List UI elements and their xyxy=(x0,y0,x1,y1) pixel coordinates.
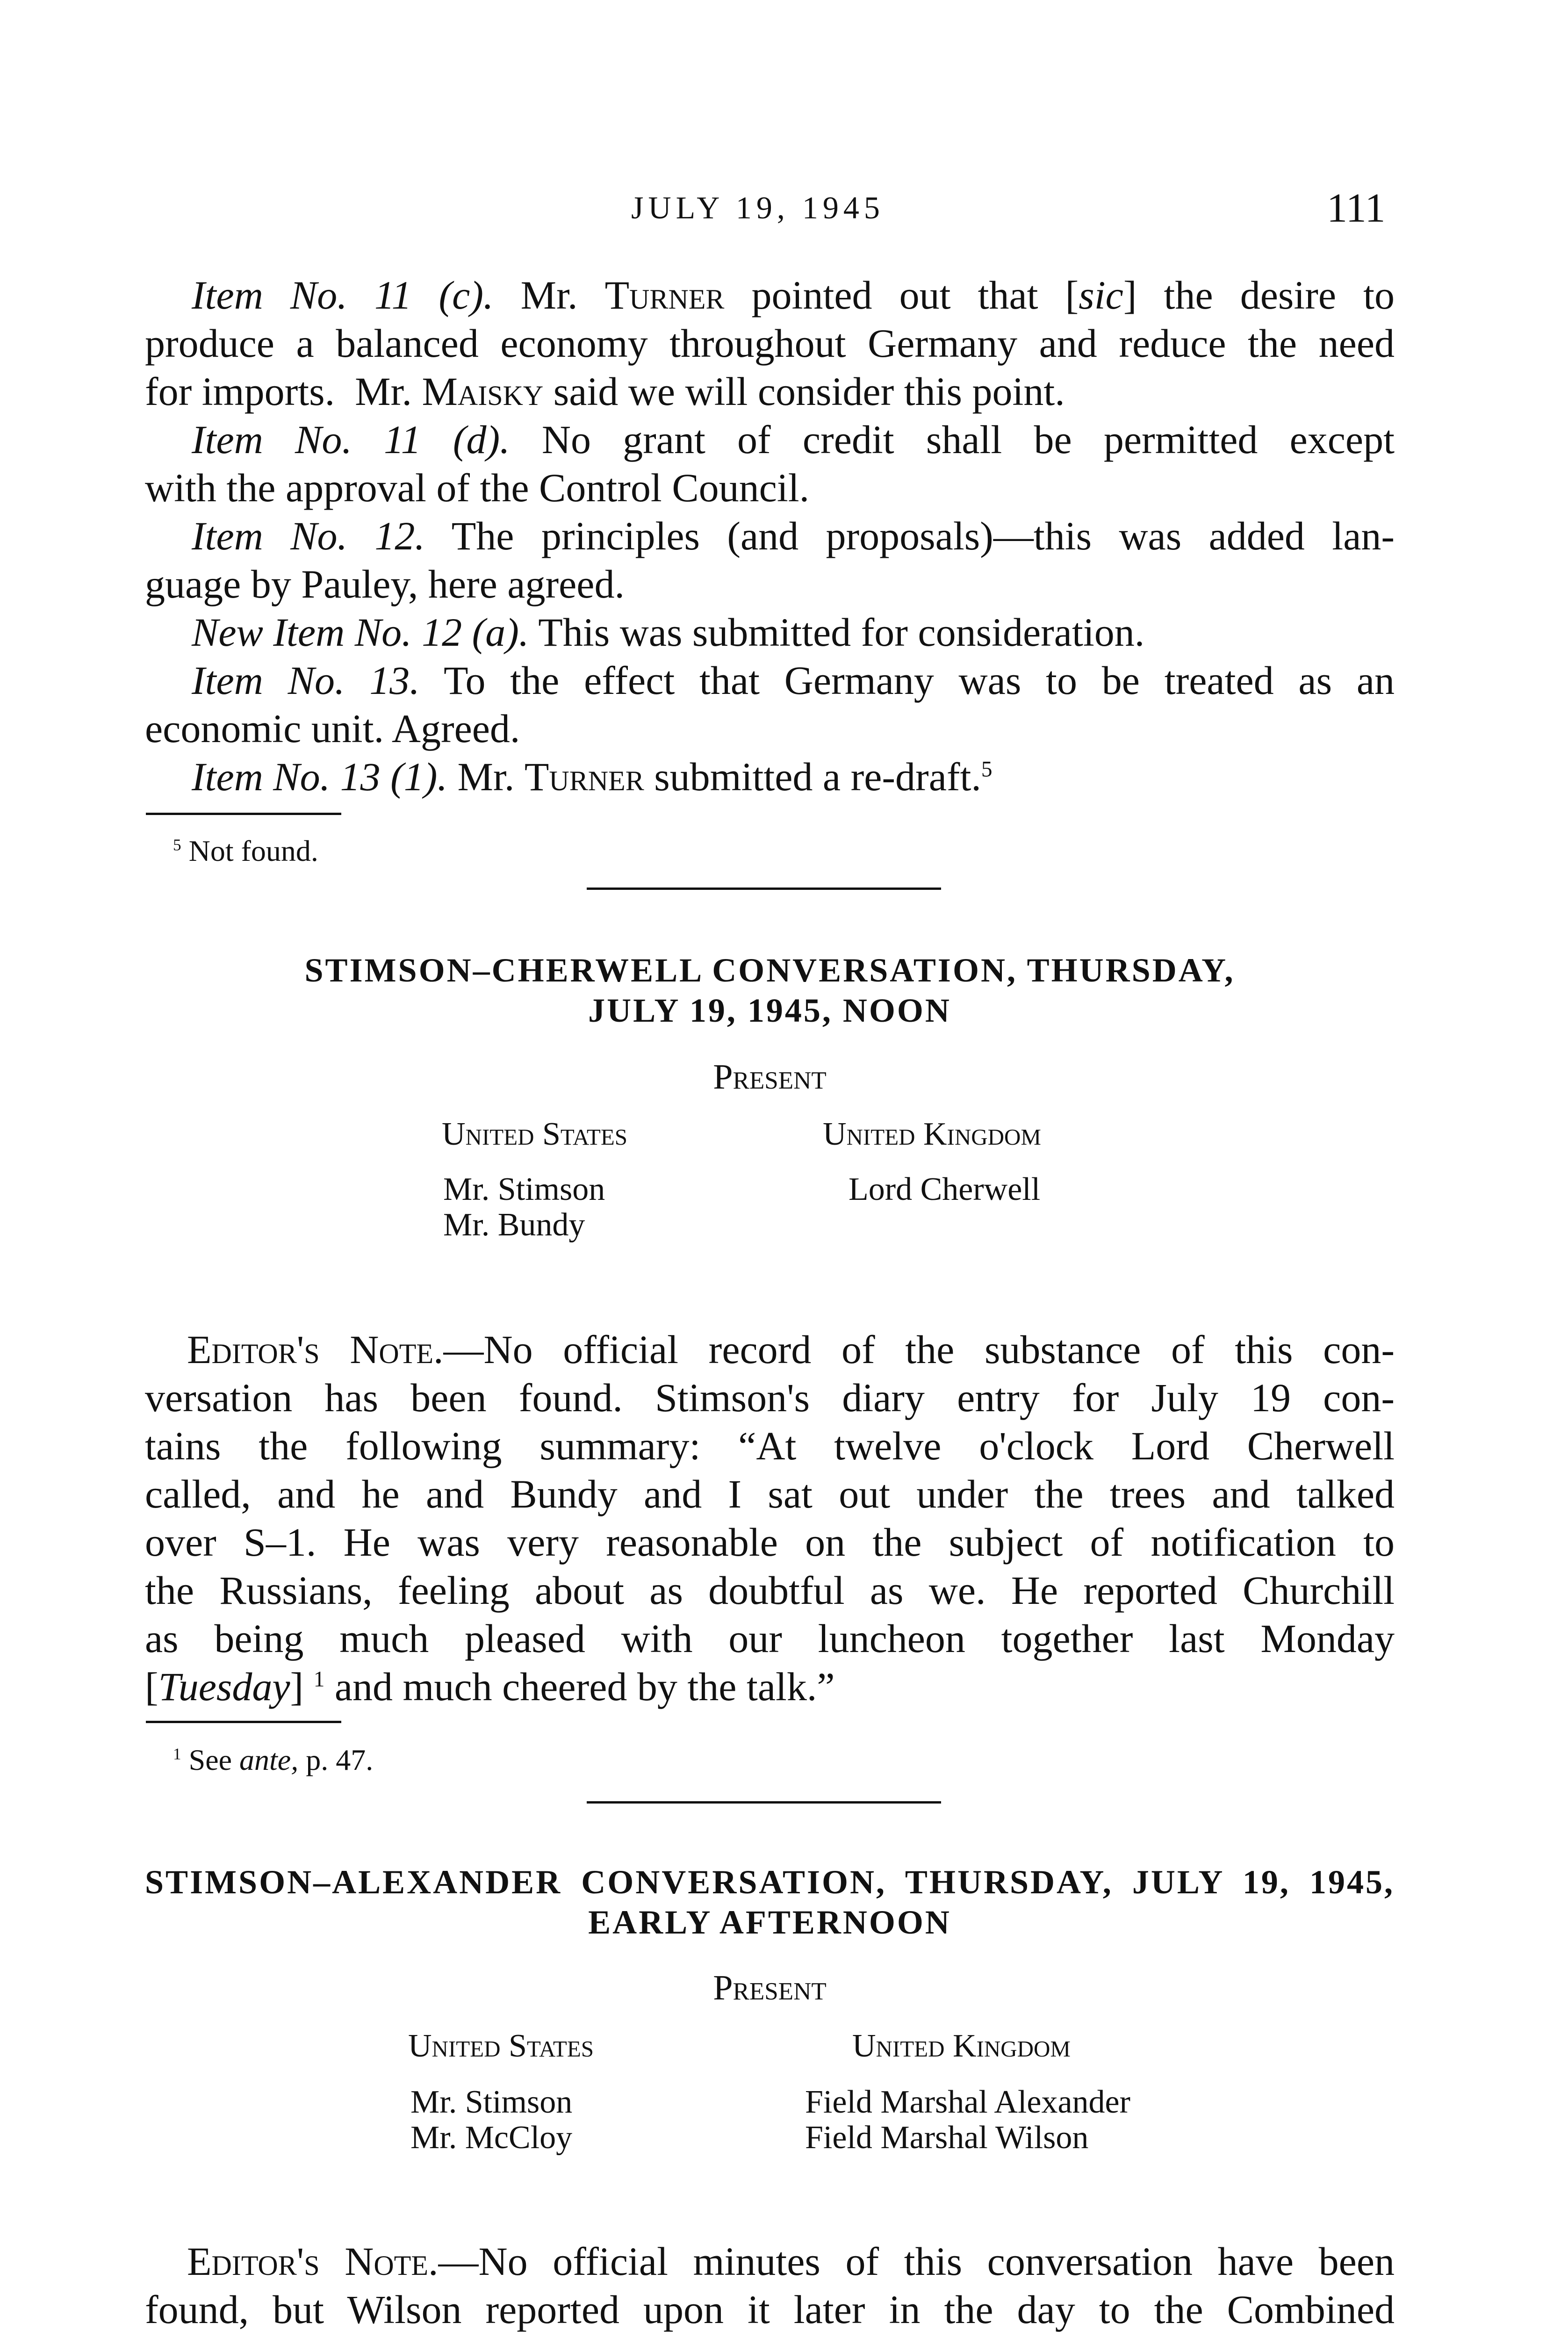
item-11c-line3: for imports. Mr. Maisky said we will consider this point. xyxy=(145,369,1065,414)
item-131-line: Item No. 13 (1). Mr. Turner submitted a re-draft.$^5$ xyxy=(192,754,993,799)
attendee: Mr. McCloy xyxy=(410,2120,573,2156)
uk-label: United Kingdom xyxy=(852,2028,1071,2064)
item-11d-label: Item No. 11 (d). xyxy=(192,417,510,462)
item-13-label: Item No. 13. xyxy=(192,658,420,703)
uk-label: United Kingdom xyxy=(823,1116,1041,1152)
footnote-5: $^5$ Not found. xyxy=(173,834,318,867)
editors-note-label: Editor's Note. xyxy=(187,1327,444,1372)
item-12-line2: guage by Pauley, here agreed. xyxy=(145,562,625,606)
uk-attendees xyxy=(849,1172,1040,1207)
section-divider xyxy=(587,888,941,890)
editors-note-2: Editor's Note.—No official minutes of this conversation have been found, but Wilson reported upon it later in the day to the Combined xyxy=(145,2239,1395,2332)
footnote-ref-5: 5 xyxy=(981,757,993,782)
running-header-date: JULY 19, 1945 xyxy=(631,190,885,225)
item-11c-line1: Item No. 11 (c). Mr. Turner pointed out that [sic] the desire to xyxy=(192,273,1395,318)
page-number: 111 xyxy=(1327,186,1386,231)
footnote-1: $^1$ See ante, p. 47. xyxy=(173,1743,374,1776)
attendee: Field Marshal Wilson xyxy=(805,2120,1089,2156)
footnote-ref-1: 1 xyxy=(313,1667,325,1692)
present-heading: Present xyxy=(713,1968,827,2007)
editors-note-1: Editor's Note.—No official record of the substance of this con- versation has been found. Stimson's diary entry for July 19 con- tains the following summary: “At twelve o'clock Lord Cherwell called, and he and Bundy and I sat out under the trees and talked over S–1. He was very reasonable on the subject of notification to the Russians, feeling about as doubtful as we. He reported Churchill as being much pleased with our luncheon together last Monday [Tuesday] $^1$ and much cheered by the talk.” xyxy=(145,1327,1395,1709)
attendee: Mr. Stimson xyxy=(443,1171,605,1207)
item-131-label: Item No. 13 (1). xyxy=(192,754,447,799)
attendee: Lord Cherwell xyxy=(849,1171,1041,1207)
editors-note-label: Editor's Note. xyxy=(187,2239,439,2284)
section-divider xyxy=(587,1801,941,1804)
attendee: Mr. Stimson xyxy=(410,2084,573,2120)
item-11c-line2: produce a balanced economy throughout Germany and reduce the need xyxy=(145,321,1395,366)
uk-attendees xyxy=(805,2085,1130,2156)
footnote-divider xyxy=(146,813,341,815)
item-11d-line2: with the approval of the Control Council. xyxy=(145,465,810,510)
footnote-divider xyxy=(146,1721,341,1723)
section-title-stimson-cherwell: STIMSON–CHERWELL CONVERSATION, THURSDAY, JULY 19, 1945, NOON xyxy=(304,952,1235,1029)
item-12a-label: New Item No. 12 (a). xyxy=(192,610,529,655)
us-attendees xyxy=(410,2085,572,2156)
item-12-line1: Item No. 12. The principles (and proposals)—this was added lan- xyxy=(192,513,1395,558)
item-12a-line: New Item No. 12 (a). This was submitted for consideration. xyxy=(192,610,1145,655)
us-attendees xyxy=(443,1172,605,1243)
present-heading: Present xyxy=(713,1057,827,1097)
attendee: Mr. Bundy xyxy=(443,1207,585,1243)
item-11c-label: Item No. 11 (c). xyxy=(192,273,494,318)
section-title-stimson-alexander: STIMSON–ALEXANDER CONVERSATION, THURSDAY, JULY 19, 1945, EARLY AFTERNOON xyxy=(145,1863,1395,1941)
us-label: United States xyxy=(442,1116,628,1152)
attendee: Field Marshal Alexander xyxy=(805,2084,1130,2120)
sic-mark: sic xyxy=(1079,273,1123,318)
items-block xyxy=(145,271,1395,801)
item-13-line2: economic unit. Agreed. xyxy=(145,706,520,751)
item-12-label: Item No. 12. xyxy=(192,513,425,558)
item-13-line1: Item No. 13. To the effect that Germany was to be treated as an xyxy=(192,658,1395,703)
speaker-turner: Turner xyxy=(604,273,725,318)
us-label: United States xyxy=(408,2028,594,2064)
item-11d-line1: Item No. 11 (d). No grant of credit shall be permitted except xyxy=(192,417,1395,462)
speaker-maisky: Maisky xyxy=(422,369,544,414)
